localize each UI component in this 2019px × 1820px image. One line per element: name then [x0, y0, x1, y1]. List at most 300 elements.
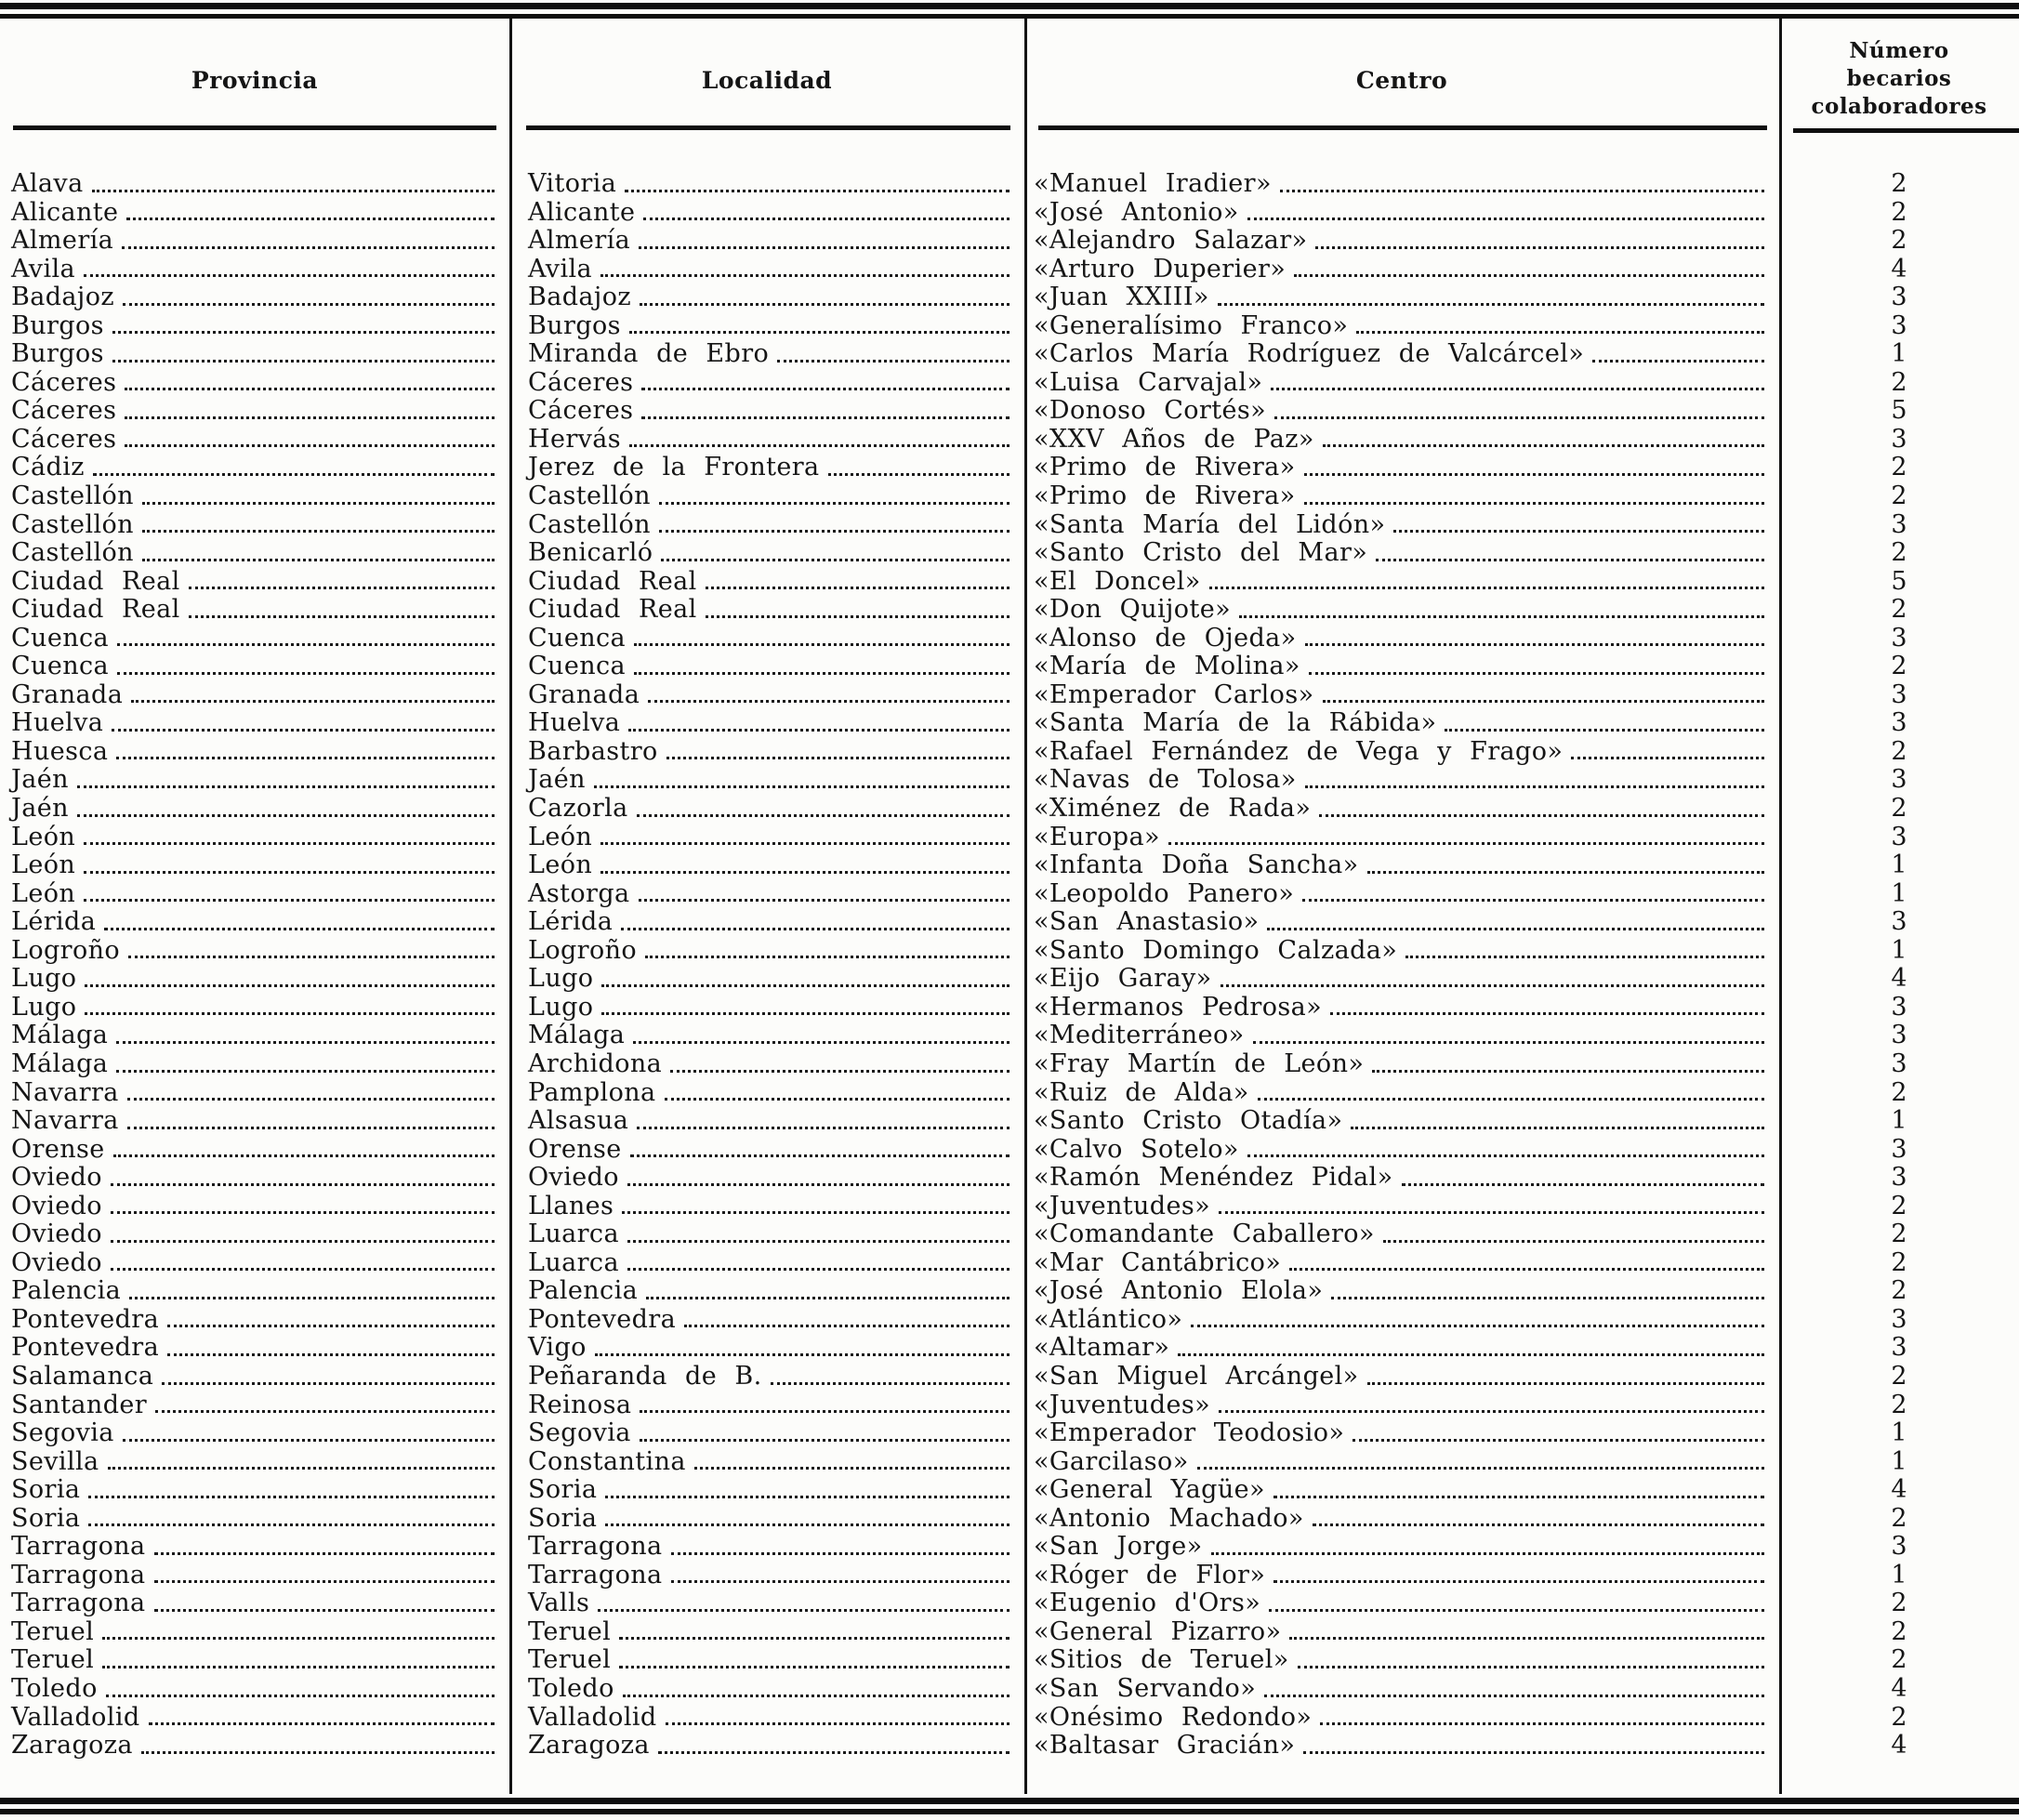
- numero-value: 2: [1891, 1646, 1907, 1675]
- centro-value: «San Anastasio»: [1034, 908, 1260, 937]
- centro-value: «Santo Cristo Otadía»: [1034, 1107, 1343, 1136]
- dot-leader: [1302, 899, 1764, 902]
- table-row: [0, 1220, 2019, 1249]
- table-row: [0, 1391, 2019, 1420]
- dot-leader: [1304, 473, 1764, 476]
- dot-leader: [113, 1154, 495, 1157]
- localidad-value: Llanes: [528, 1192, 614, 1220]
- localidad-value: Logroño: [528, 936, 638, 965]
- centro-value: «Sitios de Teruel»: [1034, 1646, 1289, 1675]
- numero-value: 2: [1891, 795, 1907, 824]
- table-row: [0, 596, 2019, 625]
- numero-value: 3: [1891, 1164, 1907, 1193]
- table-row: [0, 994, 2019, 1022]
- localidad-value: Lérida: [528, 908, 614, 937]
- dot-leader: [1274, 416, 1764, 419]
- dot-leader: [637, 814, 1010, 817]
- table-row: [0, 1618, 2019, 1647]
- centro-value: «Alonso de Ojeda»: [1034, 624, 1297, 653]
- centro-value: «Ximénez de Rada»: [1034, 795, 1312, 824]
- table-row: [0, 1022, 2019, 1050]
- localidad-value: Lugo: [528, 993, 594, 1022]
- centro-value: «Garcilaso»: [1034, 1447, 1189, 1476]
- centro-value: «Juventudes»: [1034, 1391, 1211, 1419]
- table-row: [0, 1249, 2019, 1278]
- localidad-cell: [509, 1646, 1024, 1675]
- dot-leader: [665, 1098, 1010, 1101]
- dot-leader: [1330, 1012, 1764, 1015]
- table-row: [0, 539, 2019, 568]
- numero-value: 2: [1891, 1617, 1907, 1646]
- localidad-value: Burgos: [528, 311, 621, 340]
- localidad-value: Granada: [528, 680, 640, 709]
- dot-leader: [112, 331, 495, 334]
- centro-value: «San Servando»: [1034, 1674, 1257, 1703]
- localidad-cell: [509, 1050, 1024, 1079]
- provincia-cell: [0, 568, 509, 597]
- table-row: [0, 625, 2019, 653]
- localidad-value: León: [528, 851, 593, 880]
- numero-value: 2: [1891, 454, 1907, 482]
- centro-cell: [1024, 454, 1779, 482]
- dot-leader: [84, 899, 495, 902]
- numero-value: 3: [1891, 1049, 1907, 1078]
- table-row: [0, 1363, 2019, 1391]
- localidad-cell: [509, 937, 1024, 966]
- dot-leader: [106, 1695, 495, 1697]
- provincia-cell: [0, 1334, 509, 1363]
- centro-value: «Juventudes»: [1034, 1192, 1211, 1220]
- provincia-value: León: [11, 879, 76, 908]
- table-row: [0, 937, 2019, 966]
- provincia-cell: [0, 1249, 509, 1278]
- dot-leader: [661, 559, 1010, 561]
- localidad-value: Segovia: [528, 1419, 631, 1448]
- dot-leader: [1289, 1268, 1764, 1271]
- table-row: [0, 568, 2019, 597]
- dot-leader: [93, 473, 495, 476]
- dot-leader: [627, 1240, 1010, 1243]
- localidad-cell: [509, 454, 1024, 482]
- table-row: [0, 1107, 2019, 1136]
- numero-value: 2: [1891, 170, 1907, 198]
- localidad-cell: [509, 397, 1024, 426]
- dot-leader: [1221, 984, 1764, 987]
- dot-leader: [131, 700, 495, 703]
- provincia-value: Ciudad Real: [11, 567, 180, 596]
- provincia-cell: [0, 1505, 509, 1534]
- table-row: [0, 340, 2019, 369]
- dot-leader: [102, 1637, 495, 1640]
- localidad-value: Tarragona: [528, 1561, 663, 1589]
- dot-leader: [84, 274, 495, 277]
- numero-value: 2: [1891, 653, 1907, 681]
- table-row: [0, 1334, 2019, 1363]
- centro-cell: [1024, 1022, 1779, 1050]
- top-double-rule-upper: [0, 3, 2019, 9]
- dot-leader: [1323, 444, 1764, 447]
- dot-leader: [117, 672, 495, 675]
- column-header-localidad: Localidad: [701, 67, 833, 94]
- localidad-value: Soria: [528, 1504, 598, 1533]
- provincia-cell: [0, 482, 509, 511]
- header-underline-numero: [1793, 128, 2019, 133]
- provincia-value: Pontevedra: [11, 1305, 160, 1334]
- dot-leader: [643, 218, 1010, 220]
- dot-leader: [1218, 303, 1764, 306]
- localidad-cell: [509, 1618, 1024, 1647]
- dot-leader: [641, 416, 1010, 419]
- dot-leader: [623, 1695, 1010, 1697]
- localidad-cell: [509, 1277, 1024, 1306]
- centro-value: «Don Quijote»: [1034, 596, 1231, 625]
- provincia-value: Jaén: [11, 795, 69, 824]
- provincia-cell: [0, 625, 509, 653]
- dot-leader: [619, 1666, 1010, 1668]
- provincia-value: Burgos: [11, 340, 104, 369]
- provincia-value: Pontevedra: [11, 1334, 160, 1363]
- localidad-cell: [509, 851, 1024, 880]
- dot-leader: [637, 1127, 1010, 1129]
- numero-value: 1: [1891, 879, 1907, 908]
- centro-cell: [1024, 170, 1779, 199]
- provincia-cell: [0, 1306, 509, 1335]
- dot-leader: [1271, 388, 1764, 390]
- numero-value: 2: [1891, 482, 1907, 511]
- numero-header-line-2: becarios: [1846, 66, 1952, 91]
- localidad-cell: [509, 482, 1024, 511]
- localidad-value: Benicarló: [528, 539, 653, 568]
- provincia-value: Oviedo: [11, 1220, 102, 1249]
- numero-value: 2: [1891, 1192, 1907, 1220]
- localidad-cell: [509, 1533, 1024, 1562]
- dot-leader: [122, 246, 495, 249]
- centro-cell: [1024, 369, 1779, 398]
- table-row: [0, 1050, 2019, 1079]
- localidad-value: Ciudad Real: [528, 567, 697, 596]
- dot-leader: [111, 1211, 495, 1214]
- dot-leader: [111, 1268, 495, 1271]
- dot-leader: [1197, 1467, 1764, 1470]
- provincia-value: Segovia: [11, 1419, 114, 1448]
- dot-leader: [167, 1325, 495, 1327]
- dot-leader: [1294, 274, 1764, 277]
- provincia-cell: [0, 454, 509, 482]
- dot-leader: [1393, 530, 1764, 533]
- numero-value: 2: [1891, 1504, 1907, 1533]
- dot-leader: [640, 303, 1010, 306]
- localidad-value: Peñaranda de B.: [528, 1362, 762, 1391]
- centro-value: «Eugenio d'Ors»: [1034, 1589, 1261, 1618]
- provincia-value: Tarragona: [11, 1533, 146, 1562]
- localidad-value: Málaga: [528, 1022, 626, 1050]
- provincia-value: Lugo: [11, 993, 77, 1022]
- localidad-cell: [509, 795, 1024, 824]
- table-row: [0, 681, 2019, 710]
- centro-value: «Onésimo Redondo»: [1034, 1703, 1313, 1732]
- provincia-value: Cuenca: [11, 624, 110, 653]
- provincia-cell: [0, 1646, 509, 1675]
- numero-header-line-1: Número: [1849, 38, 1949, 63]
- numero-value: 2: [1891, 1277, 1907, 1306]
- centro-cell: [1024, 256, 1779, 284]
- dot-leader: [1258, 1098, 1764, 1101]
- localidad-cell: [509, 170, 1024, 199]
- localidad-cell: [509, 312, 1024, 341]
- provincia-cell: [0, 1391, 509, 1420]
- centro-cell: [1024, 965, 1779, 994]
- centro-value: «Emperador Teodosio»: [1034, 1419, 1345, 1448]
- provincia-cell: [0, 738, 509, 767]
- localidad-value: Pontevedra: [528, 1305, 677, 1334]
- localidad-value: Avila: [528, 255, 593, 284]
- centro-value: «José Antonio»: [1034, 198, 1239, 227]
- dot-leader: [1211, 1552, 1764, 1555]
- numero-header-line-3: colaboradores: [1811, 94, 1987, 119]
- dot-leader: [77, 814, 495, 817]
- dot-leader: [629, 331, 1010, 334]
- centro-cell: [1024, 1448, 1779, 1477]
- numero-value: 4: [1891, 1476, 1907, 1505]
- localidad-cell: [509, 1249, 1024, 1278]
- dot-leader: [1273, 1580, 1764, 1583]
- centro-cell: [1024, 568, 1779, 597]
- centro-value: «Eijo Garay»: [1034, 965, 1212, 994]
- dot-leader: [1303, 1751, 1764, 1754]
- centro-cell: [1024, 1589, 1779, 1618]
- centro-value: «Carlos María Rodríguez de Valcárcel»: [1034, 340, 1585, 369]
- localidad-cell: [509, 284, 1024, 312]
- numero-value: 3: [1891, 1135, 1907, 1164]
- centro-cell: [1024, 1419, 1779, 1448]
- numero-value: 3: [1891, 510, 1907, 539]
- provincia-cell: [0, 1107, 509, 1136]
- dot-leader: [1315, 246, 1764, 249]
- provincia-cell: [0, 426, 509, 455]
- localidad-value: Luarca: [528, 1248, 619, 1277]
- dot-leader: [141, 1751, 495, 1754]
- table-row: [0, 709, 2019, 738]
- localidad-value: Jerez de la Frontera: [528, 454, 820, 482]
- numero-value: 2: [1891, 1589, 1907, 1618]
- provincia-cell: [0, 369, 509, 398]
- provincia-value: Zaragoza: [11, 1732, 133, 1761]
- provincia-value: Alicante: [11, 198, 119, 227]
- centro-cell: [1024, 1136, 1779, 1165]
- dot-leader: [646, 1297, 1010, 1299]
- centro-cell: [1024, 824, 1779, 852]
- provincia-value: Alava: [11, 170, 84, 198]
- localidad-value: Toledo: [528, 1674, 614, 1703]
- provincia-cell: [0, 1476, 509, 1505]
- dot-leader: [154, 1552, 495, 1555]
- dot-leader: [1253, 1041, 1764, 1044]
- dot-leader: [1383, 1240, 1764, 1243]
- localidad-cell: [509, 1505, 1024, 1534]
- table-row: [0, 1079, 2019, 1108]
- dot-leader: [694, 1467, 1010, 1470]
- column-header-provincia: Provincia: [191, 67, 319, 94]
- localidad-value: Valladolid: [528, 1703, 657, 1732]
- bottom-double-rule-upper: [0, 1798, 2019, 1804]
- dot-leader: [1402, 1183, 1764, 1186]
- localidad-cell: [509, 199, 1024, 228]
- localidad-value: Cuenca: [528, 653, 627, 681]
- localidad-cell: [509, 1136, 1024, 1165]
- dot-leader: [1376, 559, 1764, 561]
- localidad-value: Castellón: [528, 482, 651, 511]
- centro-value: «Ramón Menéndez Pidal»: [1034, 1164, 1393, 1193]
- centro-cell: [1024, 1646, 1779, 1675]
- provincia-value: Cádiz: [11, 454, 85, 482]
- numero-value: 3: [1891, 624, 1907, 653]
- localidad-value: Vitoria: [528, 170, 617, 198]
- provincia-value: Palencia: [11, 1277, 122, 1306]
- centro-cell: [1024, 880, 1779, 909]
- dot-leader: [189, 615, 495, 618]
- numero-value: 2: [1891, 1703, 1907, 1732]
- table-row: [0, 284, 2019, 312]
- provincia-cell: [0, 539, 509, 568]
- dot-leader: [1178, 1353, 1764, 1356]
- table-row: [0, 795, 2019, 824]
- centro-cell: [1024, 738, 1779, 767]
- centro-cell: [1024, 1277, 1779, 1306]
- localidad-cell: [509, 908, 1024, 937]
- centro-value: «Generalísimo Franco»: [1034, 311, 1349, 340]
- table-row: [0, 1164, 2019, 1193]
- dot-leader: [625, 190, 1010, 192]
- centro-value: «María de Molina»: [1034, 653, 1300, 681]
- localidad-cell: [509, 625, 1024, 653]
- dot-leader: [671, 1552, 1010, 1555]
- dot-leader: [1356, 331, 1764, 334]
- provincia-value: Badajoz: [11, 284, 114, 312]
- dot-leader: [605, 1523, 1010, 1526]
- centro-value: «Arturo Duperier»: [1034, 255, 1287, 284]
- localidad-cell: [509, 766, 1024, 795]
- localidad-value: Castellón: [528, 510, 651, 539]
- dot-leader: [666, 757, 1010, 759]
- dot-leader: [116, 757, 495, 759]
- centro-cell: [1024, 199, 1779, 228]
- dot-leader: [628, 729, 1010, 732]
- provincia-cell: [0, 653, 509, 681]
- dot-leader: [1168, 842, 1764, 845]
- table-row: [0, 482, 2019, 511]
- table-row: [0, 1732, 2019, 1761]
- table-row: [0, 199, 2019, 228]
- centro-value: «San Miguel Arcángel»: [1034, 1362, 1359, 1391]
- numero-value: 3: [1891, 993, 1907, 1022]
- provincia-value: Sevilla: [11, 1447, 99, 1476]
- provincia-cell: [0, 795, 509, 824]
- table-row: [0, 1675, 2019, 1704]
- centro-cell: [1024, 511, 1779, 540]
- localidad-cell: [509, 709, 1024, 738]
- provincia-value: Cáceres: [11, 397, 117, 426]
- dot-leader: [1267, 928, 1764, 930]
- provincia-value: Almería: [11, 227, 114, 256]
- provincia-cell: [0, 170, 509, 199]
- centro-cell: [1024, 1306, 1779, 1335]
- dot-leader: [77, 785, 495, 788]
- dot-leader: [1309, 672, 1764, 675]
- numero-value: 2: [1891, 368, 1907, 397]
- provincia-value: Cáceres: [11, 425, 117, 454]
- table-row: [0, 965, 2019, 994]
- localidad-cell: [509, 1363, 1024, 1391]
- provincia-cell: [0, 1419, 509, 1448]
- numero-value: 3: [1891, 425, 1907, 454]
- provincia-value: Santander: [11, 1391, 148, 1419]
- dot-leader: [1353, 1439, 1764, 1442]
- dot-leader: [125, 388, 495, 390]
- provincia-value: Málaga: [11, 1022, 109, 1050]
- table-row: [0, 1306, 2019, 1335]
- dot-leader: [633, 1041, 1010, 1044]
- centro-cell: [1024, 1476, 1779, 1505]
- provincia-cell: [0, 199, 509, 228]
- dot-leader: [706, 615, 1010, 618]
- provincia-cell: [0, 1704, 509, 1733]
- localidad-cell: [509, 227, 1024, 256]
- centro-value: «Manuel Iradier»: [1034, 170, 1272, 198]
- centro-value: «Comandante Caballero»: [1034, 1220, 1375, 1249]
- localidad-value: Teruel: [528, 1617, 612, 1646]
- dot-leader: [605, 1496, 1010, 1498]
- table-row: [0, 1476, 2019, 1505]
- provincia-cell: [0, 709, 509, 738]
- centro-value: «General Pizarro»: [1034, 1617, 1282, 1646]
- dot-leader: [1280, 190, 1764, 192]
- provincia-value: Navarra: [11, 1078, 119, 1107]
- numero-value: 3: [1891, 311, 1907, 340]
- numero-value: 5: [1891, 397, 1907, 426]
- table-body: [0, 170, 2019, 1761]
- centro-cell: [1024, 851, 1779, 880]
- provincia-value: Castellón: [11, 510, 134, 539]
- localidad-value: Miranda de Ebro: [528, 340, 770, 369]
- centro-value: «Primo de Rivera»: [1034, 482, 1296, 511]
- centro-value: «Santo Cristo del Mar»: [1034, 539, 1368, 568]
- centro-cell: [1024, 1704, 1779, 1733]
- provincia-value: Burgos: [11, 311, 104, 340]
- provincia-cell: [0, 681, 509, 710]
- dot-leader: [619, 1637, 1010, 1640]
- numero-value: 3: [1891, 680, 1907, 709]
- localidad-cell: [509, 1589, 1024, 1618]
- localidad-cell: [509, 653, 1024, 681]
- centro-value: «Rafael Fernández de Vega y Frago»: [1034, 737, 1564, 766]
- table-row: [0, 1277, 2019, 1306]
- localidad-value: Soria: [528, 1476, 598, 1505]
- localidad-value: Archidona: [528, 1049, 663, 1078]
- dot-leader: [127, 1098, 495, 1101]
- provincia-value: Castellón: [11, 539, 134, 568]
- dot-leader: [684, 1325, 1010, 1327]
- dot-leader: [1372, 1070, 1764, 1073]
- dot-leader: [1304, 502, 1764, 505]
- dot-leader: [645, 956, 1010, 958]
- provincia-value: Orense: [11, 1135, 105, 1164]
- centro-cell: [1024, 1050, 1779, 1079]
- localidad-value: Tarragona: [528, 1533, 663, 1562]
- provincia-cell: [0, 256, 509, 284]
- provincia-cell: [0, 397, 509, 426]
- table-row: [0, 426, 2019, 455]
- dot-leader: [1323, 700, 1764, 703]
